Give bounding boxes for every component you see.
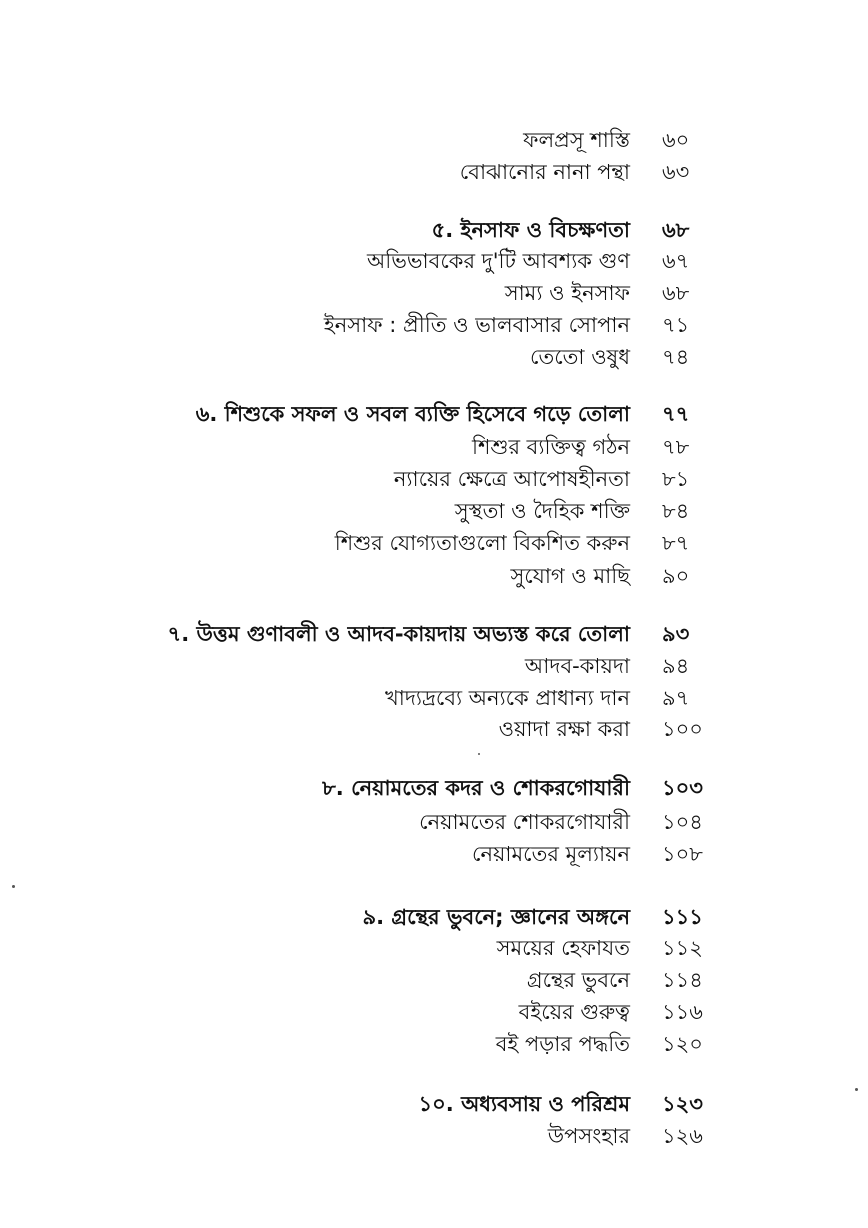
toc-entry-page: ১০৩ xyxy=(662,776,703,800)
toc-entry-title: ৫. ইনসাফ ও বিচক্ষণতা xyxy=(431,218,630,242)
toc-entry-title: ন্যায়ের ক্ষেত্রে আপোষহীনতা xyxy=(393,467,630,491)
toc-entry-page: ৬৮ xyxy=(662,218,690,242)
toc-entry-page: ১১১ xyxy=(662,905,703,929)
toc-entry-page: ৬৮ xyxy=(662,281,690,305)
toc-chapter-heading xyxy=(0,901,868,933)
toc-entry-title: সাম্য ও ইনসাফ xyxy=(504,281,630,305)
toc-entry-page: ৭১ xyxy=(662,313,690,337)
toc-entry-title: ওয়াদা রক্ষা করা xyxy=(498,717,630,741)
toc-entry-page: ৭৭ xyxy=(662,402,690,426)
toc-entry-title: তেতো ওষুধ xyxy=(529,345,630,369)
toc-entry-page: ৬৩ xyxy=(662,160,690,184)
toc-entry xyxy=(0,124,868,156)
toc-entry xyxy=(0,341,868,373)
toc-entry-page: ১২০ xyxy=(662,1032,703,1056)
toc-entry-title: সুযোগ ও মাছি xyxy=(510,564,630,588)
toc-entry-title: বই পড়ার পদ্ধতি xyxy=(495,1032,630,1056)
toc-chapter-heading xyxy=(0,772,868,804)
toc-entry-title: নেয়ামতের শোকরগোযারী xyxy=(419,810,630,834)
toc-entry xyxy=(0,560,868,592)
toc-entry-title: আদব-কায়দা xyxy=(524,654,630,678)
toc-entry-page: ১১৪ xyxy=(662,968,703,992)
toc-entry-title: সুস্থতা ও দৈহিক শক্তি xyxy=(454,499,630,523)
toc-entry-title: ফলপ্রসূ শাস্তি xyxy=(523,128,630,152)
toc-entry xyxy=(0,713,868,745)
toc-entry xyxy=(0,245,868,277)
toc-entry-title: নেয়ামতের মূল্যায়ন xyxy=(472,842,630,866)
toc-entry-page: ১০৪ xyxy=(662,810,703,834)
toc-entry-title: বইয়ের গুরুত্ব xyxy=(518,1000,630,1024)
toc-entry xyxy=(0,495,868,527)
toc-entry-title: খাদ্যদ্রব্যে অন্যকে প্রাধান্য দান xyxy=(384,686,630,710)
toc-entry-page: ১১২ xyxy=(662,936,703,960)
toc-chapter-heading xyxy=(0,618,868,650)
scan-speck xyxy=(855,1088,858,1091)
toc-entry xyxy=(0,431,868,463)
toc-entry xyxy=(0,1028,868,1060)
toc-entry-page: ৯০ xyxy=(662,564,690,588)
toc-entry-page: ১২৩ xyxy=(662,1092,703,1116)
toc-entry-page: ১১৬ xyxy=(662,1000,703,1024)
toc-entry-page: ৮৪ xyxy=(662,499,690,523)
toc-entry-page: ৮১ xyxy=(662,467,690,491)
toc-entry xyxy=(0,932,868,964)
toc-entry xyxy=(0,277,868,309)
toc-entry-title: শিশুর যোগ্যতাগুলো বিকশিত করুন xyxy=(334,531,630,555)
toc-entry-page: ১০৮ xyxy=(662,842,703,866)
toc-entry-page: ৬৭ xyxy=(662,249,690,273)
toc-entry-page: ৭৪ xyxy=(662,345,690,369)
toc-entry-page: ৯৩ xyxy=(662,622,690,646)
toc-entry xyxy=(0,650,868,682)
toc-entry xyxy=(0,838,868,870)
toc-chapter-heading xyxy=(0,398,868,430)
toc-entry-title: ৯. গ্রন্থের ভুবনে; জ্ঞানের অঙ্গনে xyxy=(362,905,630,929)
toc-chapter-heading xyxy=(0,1088,868,1120)
toc-entry-title: ১০. অধ্যবসায় ও পরিশ্রম xyxy=(418,1092,630,1116)
toc-entry-title: ৭. উত্তম গুণাবলী ও আদব-কায়দায় অভ্যস্ত করে তোলা xyxy=(167,622,630,646)
toc-entry-page: ১২৬ xyxy=(662,1124,703,1148)
toc-entry xyxy=(0,964,868,996)
scan-speck xyxy=(478,753,480,755)
toc-entry xyxy=(0,463,868,495)
toc-entry-page: ১০০ xyxy=(662,717,703,741)
toc-entry-page: ৯৪ xyxy=(662,654,690,678)
toc-entry xyxy=(0,527,868,559)
toc-entry-title: ৬. শিশুকে সফল ও সবল ব্যক্তি হিসেবে গড়ে তোলা xyxy=(195,402,630,426)
toc-entry-title: অভিভাবকের দু'টি আবশ্যক গুণ xyxy=(367,249,630,273)
toc-entry-title: বোঝানোর নানা পন্থা xyxy=(459,160,630,184)
toc-entry xyxy=(0,996,868,1028)
toc-entry-title: গ্রন্থের ভুবনে xyxy=(526,968,630,992)
toc-chapter-heading xyxy=(0,214,868,246)
toc-entry xyxy=(0,309,868,341)
toc-entry xyxy=(0,682,868,714)
toc-entry-page: ৬০ xyxy=(662,128,690,152)
toc-entry xyxy=(0,806,868,838)
toc-entry xyxy=(0,1120,868,1152)
toc-entry-title: সময়ের হেফাযত xyxy=(496,936,630,960)
scan-speck xyxy=(12,885,15,888)
toc-entry-title: ইনসাফ : প্রীতি ও ভালবাসার সোপান xyxy=(323,313,630,337)
toc-entry-page: ৭৮ xyxy=(662,435,690,459)
toc-entry-title: ৮. নেয়ামতের কদর ও শোকরগোযারী xyxy=(322,776,630,800)
toc-entry-page: ৯৭ xyxy=(662,686,690,710)
toc-entry-title: শিশুর ব্যক্তিত্ব গঠন xyxy=(471,435,630,459)
toc-entry-title: উপসংহার xyxy=(547,1124,630,1148)
toc-entry-page: ৮৭ xyxy=(662,531,690,555)
toc-entry xyxy=(0,156,868,188)
